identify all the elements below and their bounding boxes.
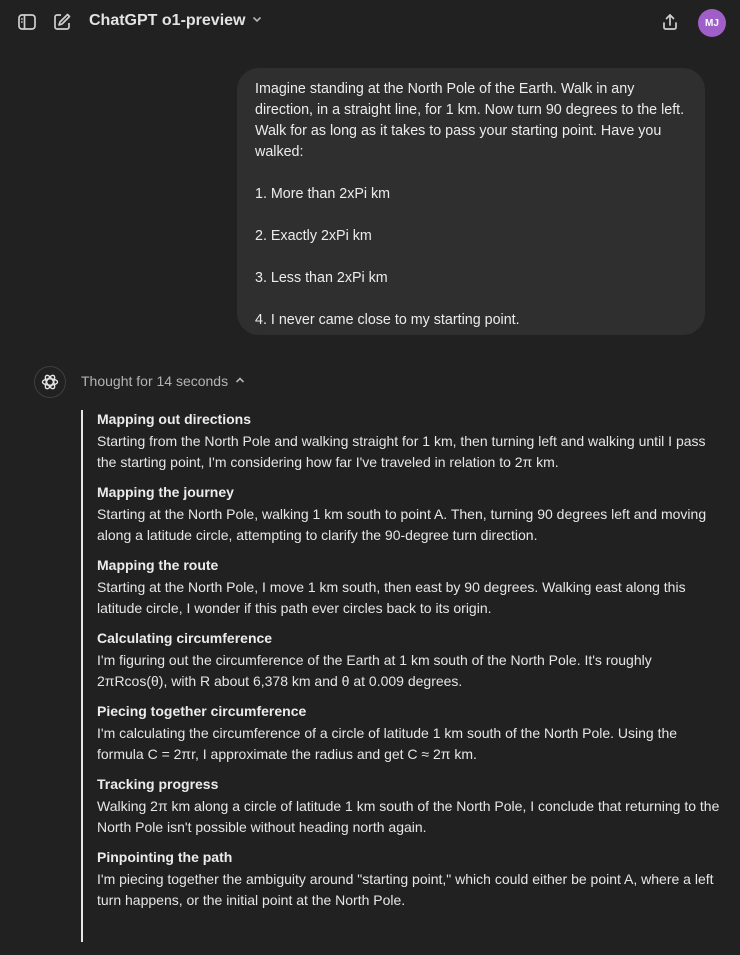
thought-step-body: Starting from the North Pole and walking straight for 1 km, then turning left and walking until I pass the starting point, I'm considering how far I've traveled in relation to 2π km. <box>97 433 706 470</box>
thought-step-body: Walking 2π km along a circle of latitude 1 km south of the North Pole, I conclude that returning to the North Pole isn't possible without heading north again. <box>97 798 720 835</box>
thought-label: Thought for 14 seconds <box>81 373 229 389</box>
thought-step-title: Calculating circumference <box>97 630 273 646</box>
thought-step-title: Pinpointing the path <box>97 849 233 865</box>
avatar[interactable] <box>698 9 726 37</box>
openai-logo-icon <box>34 366 66 398</box>
thought-step-title: Piecing together circumference <box>97 703 307 719</box>
user-option-1: 1. More than 2xPi km <box>255 186 391 202</box>
user-option-3: 3. Less than 2xPi km <box>255 270 388 286</box>
user-option-2: 2. Exactly 2xPi km <box>255 228 372 244</box>
thought-step <box>97 702 721 765</box>
thought-step-title: Tracking progress <box>97 776 219 792</box>
model-name: ChatGPT o1-preview <box>89 12 246 29</box>
sidebar-toggle-icon[interactable] <box>16 11 38 33</box>
user-message-text: Imagine standing at the North Pole of the Earth. Walk in any direction, in a straight line, for 1 km. Now turn 90 degrees to the left. Walk for as long as it takes to pass your starting point. Have you walked: <box>255 81 685 160</box>
thought-step-body: I'm calculating the circumference of a circle of latitude 1 km south of the North Pole. Using the formula C = 2πr, I approximate the radius and get C ≈ 2π km. <box>97 725 678 762</box>
thought-step <box>97 848 721 911</box>
share-icon[interactable] <box>659 11 681 33</box>
new-chat-icon[interactable] <box>51 11 73 33</box>
user-message-bubble <box>237 68 705 335</box>
avatar-initials: MJ <box>705 17 719 29</box>
thought-step-title: Mapping the route <box>97 557 219 573</box>
model-selector[interactable] <box>89 12 263 30</box>
thought-step <box>97 483 721 546</box>
thought-step-title: Mapping the journey <box>97 484 234 500</box>
chevron-up-icon <box>234 373 246 389</box>
thought-step-body: Starting at the North Pole, walking 1 km south to point A. Then, turning 90 degrees left and moving along a latitude circle, attempting to clarify the 90-degree turn direction. <box>97 506 707 543</box>
thought-step-body: I'm piecing together the ambiguity around "starting point," which could either be point A, where a left turn happens, or the initial point at the North Pole. <box>97 871 714 908</box>
thought-step-body: I'm figuring out the circumference of the Earth at 1 km south of the North Pole. It's roughly 2πRcos(θ), with R about 6,378 km and θ at 0.009 degrees. <box>97 652 652 689</box>
thought-toggle[interactable] <box>81 373 246 389</box>
thought-step <box>97 775 721 838</box>
thought-step-title: Mapping out directions <box>97 411 251 427</box>
user-option-4: 4. I never came close to my starting point. <box>255 312 520 328</box>
thought-step-body: Starting at the North Pole, I move 1 km south, then east by 90 degrees. Walking east along this latitude circle, I wonder if this path ever circles back to its origin. <box>97 579 686 616</box>
thought-step <box>97 629 721 692</box>
thought-step <box>97 556 721 619</box>
top-bar <box>0 0 740 44</box>
thought-panel <box>81 410 721 942</box>
thought-step <box>97 410 721 473</box>
chevron-down-icon <box>251 12 263 30</box>
